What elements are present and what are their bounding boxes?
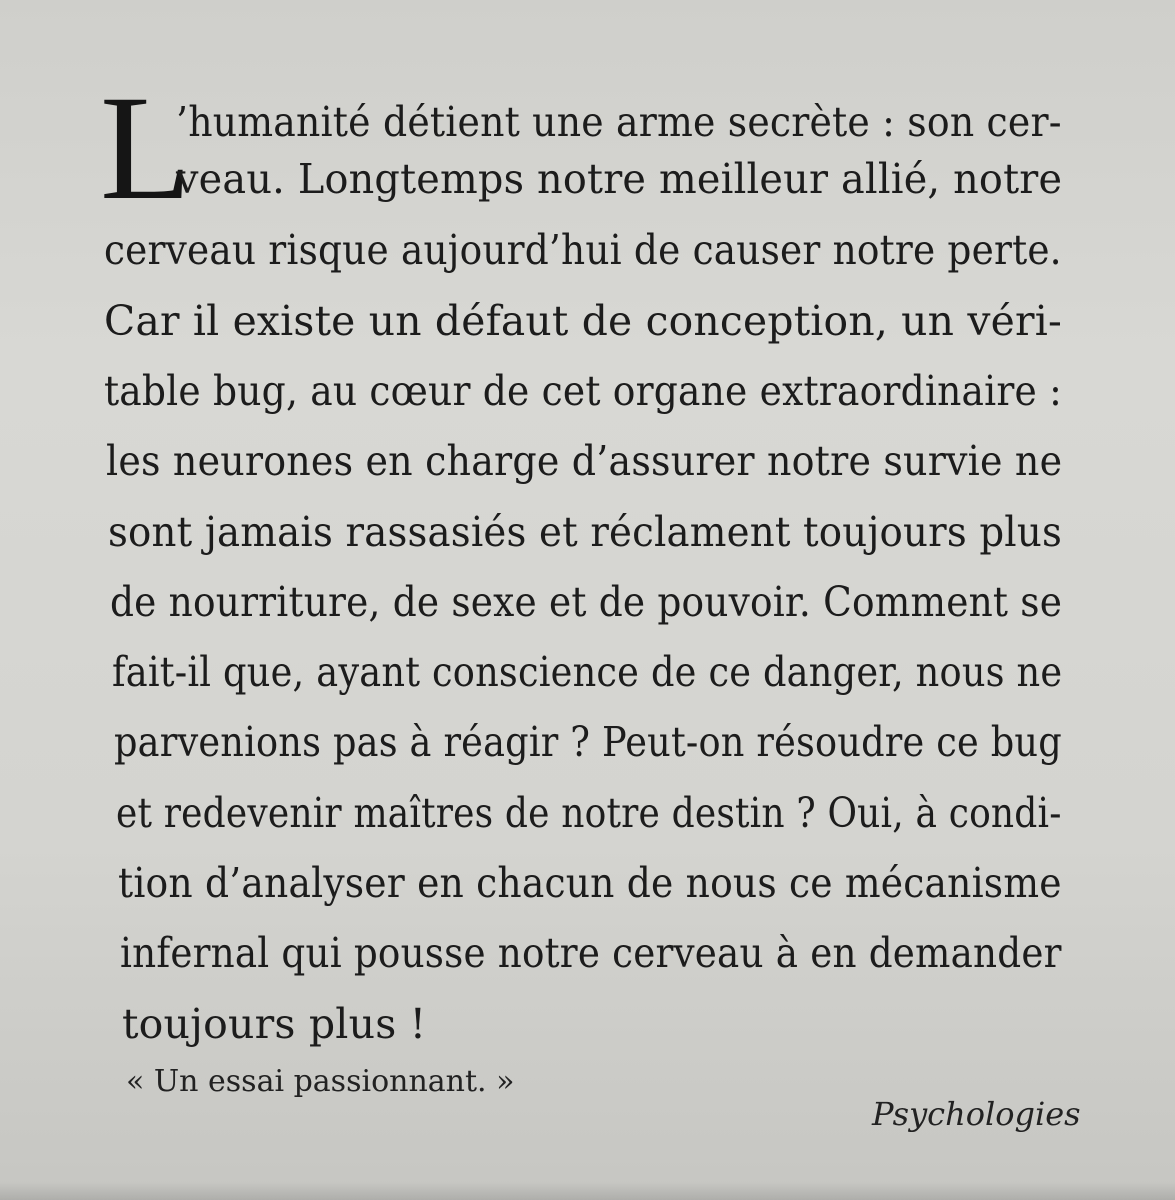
review-quote: « Un essai passionnant. » [126,1064,515,1099]
paragraph-line: cerveau risque aujourd’hui de causer notre perte. [104,226,1062,274]
paragraph-line: veau. Longtemps notre meilleur allié, notre [176,155,1063,203]
review-source: Psychologies [872,1095,1081,1133]
paragraph-line: de nourriture, de sexe et de pouvoir. Comment se [110,578,1063,626]
drop-cap: L [100,65,192,231]
paragraph-line: parvenions pas à réagir ? Peut-on résoudre ce bug [114,718,1062,766]
paragraph-line: les neurones en charge d’assurer notre survie ne [106,437,1063,485]
page-bottom-shadow [0,1182,1175,1200]
paragraph-line: ’humanité détient une arme secrète : son cer- [176,98,1062,146]
paragraph-line: fait-il que, ayant conscience de ce danger, nous ne [112,648,1063,696]
paragraph-line: toujours plus ! [122,1000,427,1048]
paragraph-line: infernal qui pousse notre cerveau à en demander [120,929,1062,977]
paragraph-line: table bug, au cœur de cet organe extraordinaire : [104,367,1062,415]
paragraph-line: tion d’analyser en chacun de nous ce mécanisme [118,859,1062,907]
paragraph-line: et redevenir maîtres de notre destin ? Oui, à condi- [116,789,1062,837]
paragraph-line: Car il existe un défaut de conception, un véri- [104,297,1062,345]
paragraph-line: sont jamais rassasiés et réclament toujours plus [108,508,1063,556]
